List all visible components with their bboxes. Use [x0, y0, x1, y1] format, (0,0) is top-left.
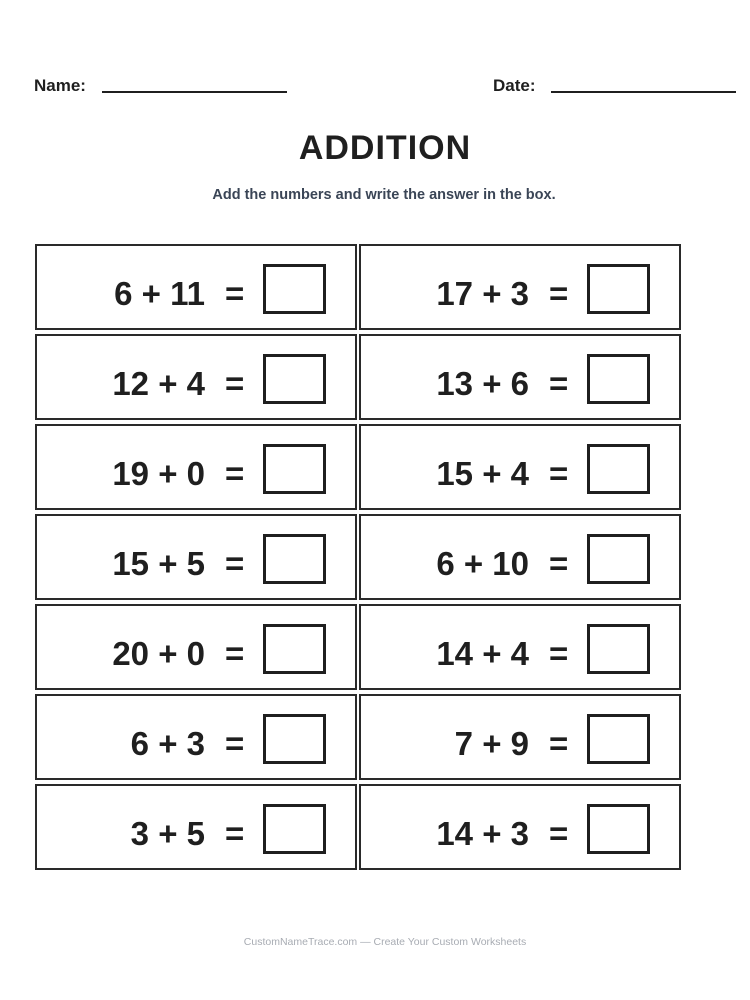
problem-expression: 6 + 10	[436, 545, 529, 582]
answer-box[interactable]	[587, 444, 650, 494]
problem-expression: 20 + 0	[112, 635, 205, 672]
equals-sign: =	[225, 365, 245, 402]
problem-cell	[359, 424, 681, 510]
problem-cell	[35, 334, 357, 420]
problem-cell	[35, 694, 357, 780]
problem-cell	[35, 514, 357, 600]
answer-box[interactable]	[587, 264, 650, 314]
worksheet-title: ADDITION	[298, 129, 472, 167]
answer-box[interactable]	[587, 354, 650, 404]
equals-sign: =	[549, 275, 569, 312]
problem-cell	[359, 784, 681, 870]
date-label: Date:	[493, 76, 536, 95]
problem-expression: 19 + 0	[112, 455, 205, 492]
problem-cell	[35, 244, 357, 330]
equals-sign: =	[549, 455, 569, 492]
instructions: Add the numbers and write the answer in the box.	[212, 187, 556, 203]
answer-box[interactable]	[263, 354, 326, 404]
problem-cell	[359, 694, 681, 780]
problem-cell	[359, 604, 681, 690]
equals-sign: =	[225, 635, 245, 672]
equals-sign: =	[549, 635, 569, 672]
equals-sign: =	[549, 545, 569, 582]
problem-cell	[359, 244, 681, 330]
problem-cell	[35, 784, 357, 870]
answer-box[interactable]	[263, 714, 326, 764]
problem-cell	[35, 424, 357, 510]
answer-box[interactable]	[263, 624, 326, 674]
name-line[interactable]	[102, 91, 287, 93]
problem-expression: 17 + 3	[436, 275, 529, 312]
problem-expression: 7 + 9	[454, 725, 529, 762]
answer-box[interactable]	[263, 444, 326, 494]
worksheet-header	[0, 76, 750, 100]
footer-credit: CustomNameTrace.com — Create Your Custom Worksheets	[243, 936, 527, 948]
problem-expression: 3 + 5	[130, 815, 205, 852]
answer-box[interactable]	[587, 714, 650, 764]
problem-expression: 12 + 4	[112, 365, 205, 402]
name-label: Name:	[34, 76, 86, 95]
equals-sign: =	[549, 815, 569, 852]
answer-box[interactable]	[263, 804, 326, 854]
equals-sign: =	[225, 725, 245, 762]
problem-cell	[35, 604, 357, 690]
problem-expression: 6 + 11	[114, 275, 205, 312]
equals-sign: =	[549, 365, 569, 402]
equals-sign: =	[225, 455, 245, 492]
problem-cell	[359, 334, 681, 420]
problem-expression: 14 + 4	[436, 635, 529, 672]
answer-box[interactable]	[587, 534, 650, 584]
problem-expression: 6 + 3	[130, 725, 205, 762]
date-line[interactable]	[551, 91, 736, 93]
answer-box[interactable]	[587, 804, 650, 854]
problem-expression: 14 + 3	[436, 815, 529, 852]
answer-box[interactable]	[263, 534, 326, 584]
problem-expression: 15 + 5	[112, 545, 205, 582]
problem-expression: 15 + 4	[436, 455, 529, 492]
equals-sign: =	[225, 275, 245, 312]
equals-sign: =	[549, 725, 569, 762]
answer-box[interactable]	[263, 264, 326, 314]
problem-cell	[359, 514, 681, 600]
equals-sign: =	[225, 815, 245, 852]
answer-box[interactable]	[587, 624, 650, 674]
problem-expression: 13 + 6	[436, 365, 529, 402]
equals-sign: =	[225, 545, 245, 582]
